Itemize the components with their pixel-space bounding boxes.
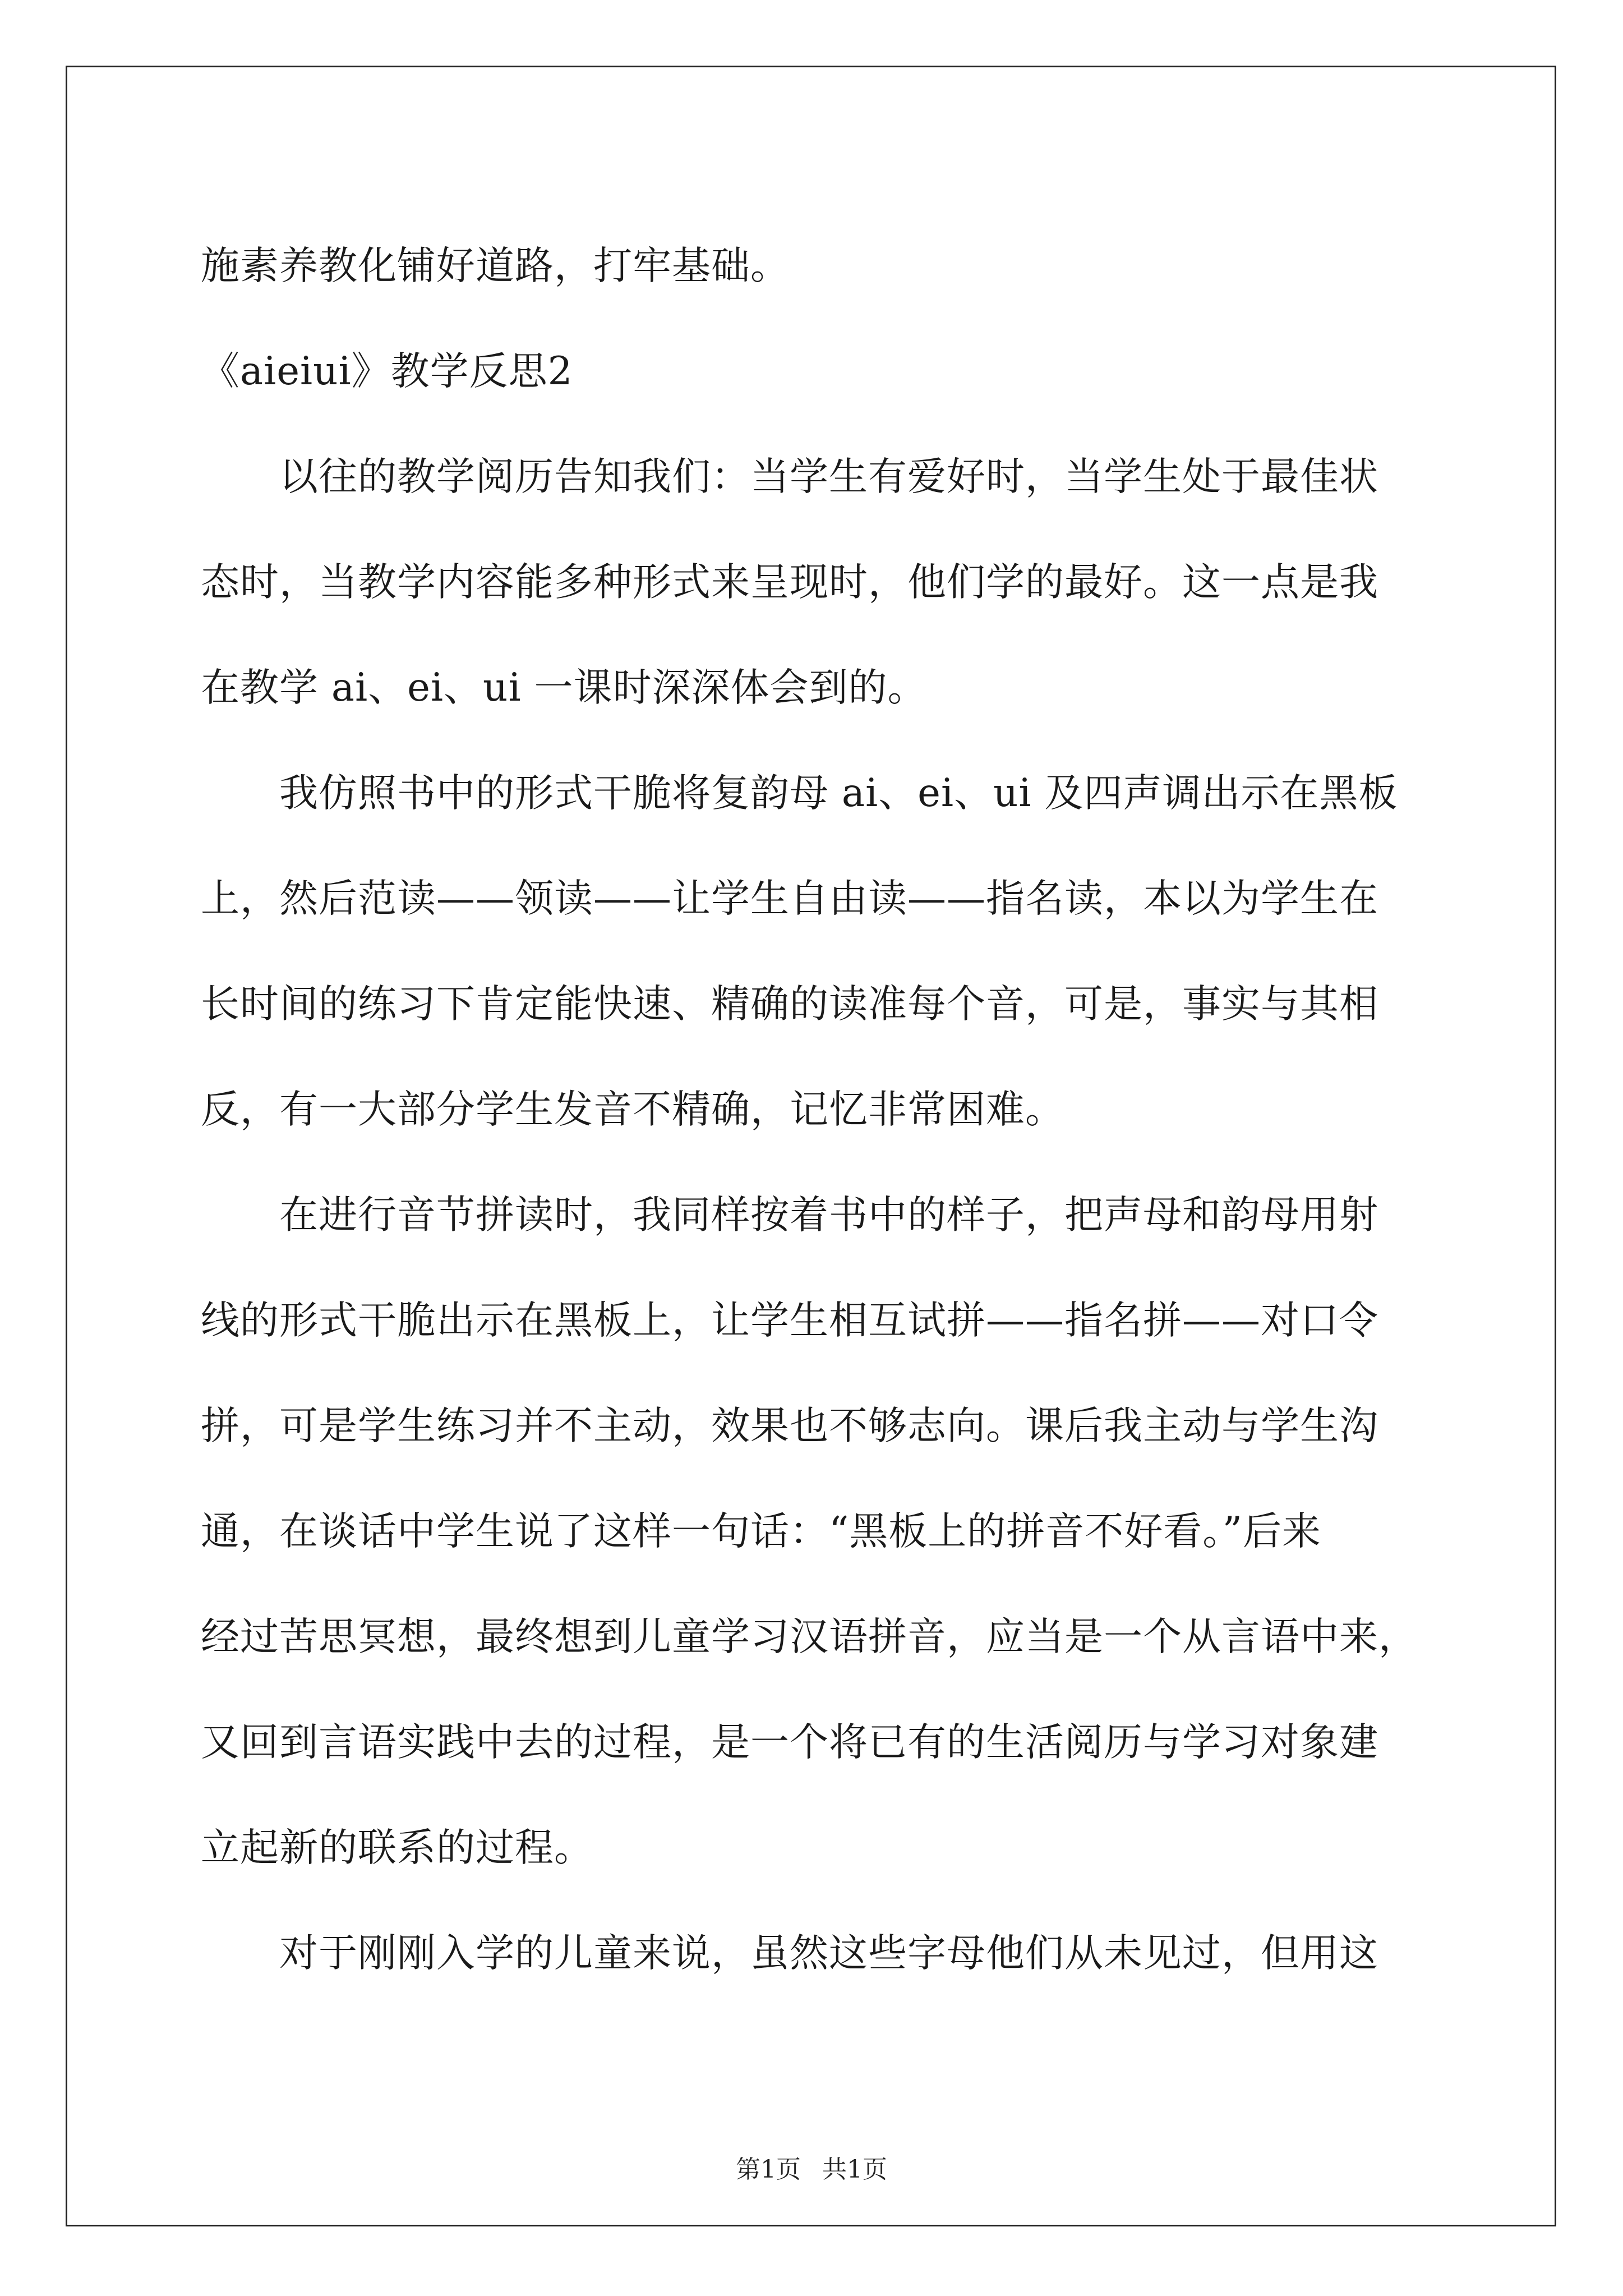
text-line: 上，然后范读——领读——让学生自由读——指名读，本以为学生在 xyxy=(201,876,1378,921)
paragraph-line: 对于刚刚入学的儿童来说，虽然这些字母他们从未见过，但用这 xyxy=(279,1931,1378,1976)
text-line: 态时，当教学内容能多种形式来呈现时，他们学的最好。这一点是我 xyxy=(201,560,1378,605)
text-line: 线的形式干脆出示在黑板上，让学生相互试拼——指名拼——对口令 xyxy=(201,1298,1378,1343)
text-line: 反，有一大部分学生发音不精确，记忆非常困难。 xyxy=(201,1087,1064,1132)
text-line: 施素养教化铺好道路，打牢基础。 xyxy=(201,243,790,288)
text-line: 立起新的联系的过程。 xyxy=(201,1825,593,1870)
page-number: 第1页 xyxy=(736,2155,801,2184)
paragraph-line: 在进行音节拼读时，我同样按着书中的样子，把声母和韵母用射 xyxy=(279,1193,1378,1237)
text-line: 通，在谈话中学生说了这样一句话：“黑板上的拼音不好看。”后来 xyxy=(201,1509,1322,1554)
page-footer xyxy=(0,2153,1623,2187)
text-line: 在教学 ai、ei、ui 一课时深深体会到的。 xyxy=(201,665,927,710)
page-total: 共1页 xyxy=(822,2155,887,2184)
text-line: 又回到言语实践中去的过程，是一个将已有的生活阅历与学习对象建 xyxy=(201,1720,1378,1765)
text-line: 经过苦思冥想，最终想到儿童学习汉语拼音，应当是一个从言语中来， xyxy=(201,1614,1418,1659)
text-line: 长时间的练习下肯定能快速、精确的读准每个音，可是，事实与其相 xyxy=(201,982,1378,1027)
paragraph-line: 我仿照书中的形式干脆将复韵母 ai、ei、ui 及四声调出示在黑板 xyxy=(279,771,1398,816)
paragraph-line: 以往的教学阅历告知我们：当学生有爱好时，当学生处于最佳状 xyxy=(279,454,1378,499)
section-title: 《aieiui》教学反思2 xyxy=(201,349,573,394)
text-line: 拼，可是学生练习并不主动，效果也不够志向。课后我主动与学生沟 xyxy=(201,1404,1378,1448)
document-body xyxy=(201,213,1429,2006)
